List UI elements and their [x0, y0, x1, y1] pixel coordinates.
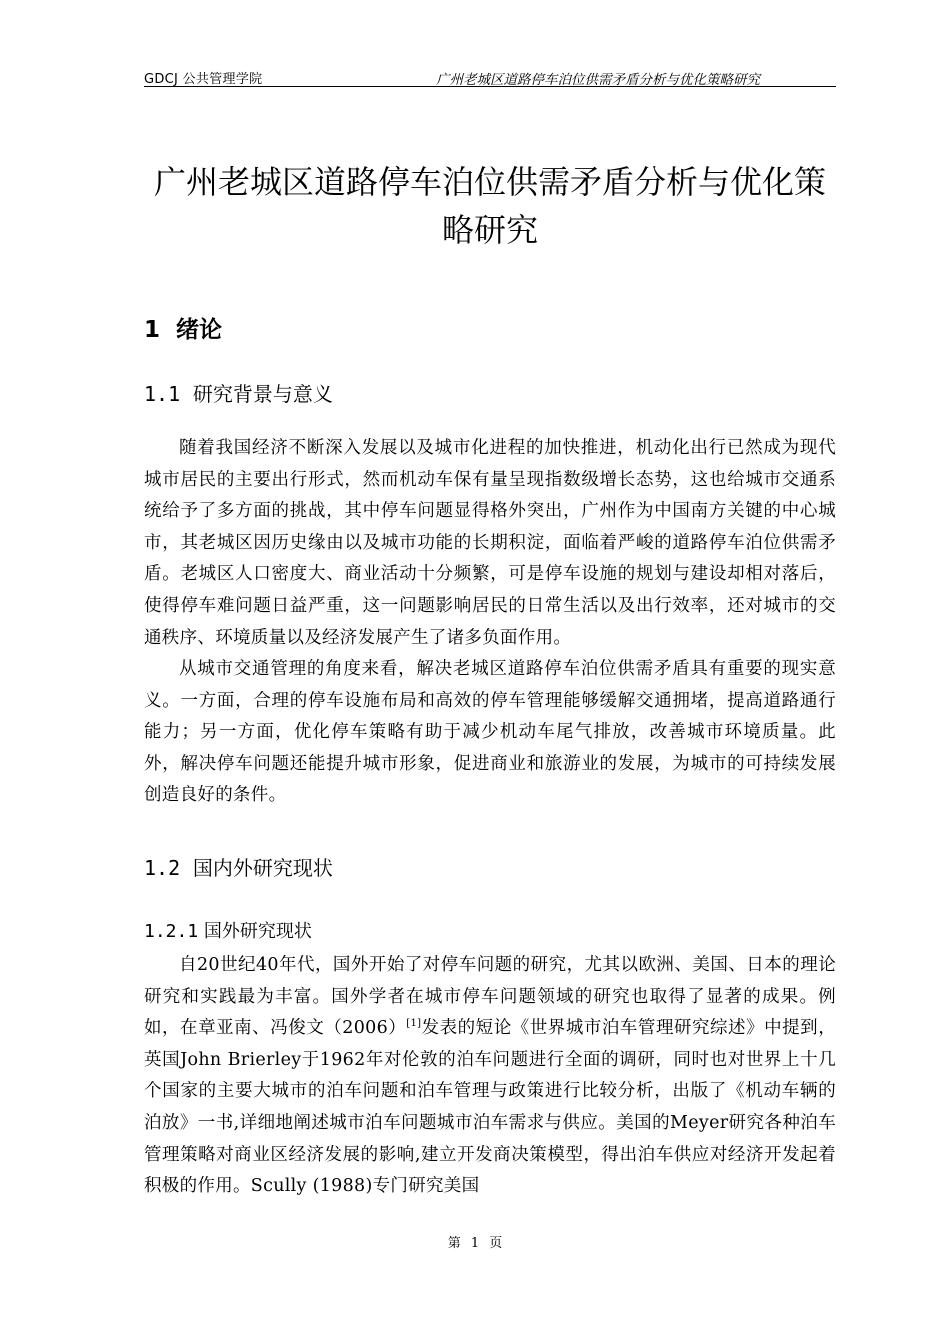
paragraph-foreign-research [144, 950, 836, 1203]
paragraph-significance: 从城市交通管理的角度来看，解决老城区道路停车泊位供需矛盾具有重要的现实意义。一方面，合理的停车设施布局和高效的停车管理能够缓解交通拥堵，提高道路通行能力；另一方面，优化停车策略有助于减少机动车尾气排放，改善城市环境质量。此外，解决停车问题还能提升城市形象，促进商业和旅游业的发展，为城市的可持续发展创造良好的条件。 [144, 659, 836, 806]
section-title: 研究背景与意义 [192, 382, 333, 406]
page-number: 第 1 页 [447, 1236, 503, 1251]
section-number: 1 [144, 317, 161, 343]
section-number: 1.2 [144, 856, 181, 880]
paragraph-text: 自20世纪40年代，国外开始了对停车问题的研究，尤其以欧洲、美国、日本的理论研究和实践最为丰富。国外学者在城市停车问题领域的研究也取得了显著的成果。例如，在章亚南、冯俊文（2006） [144, 955, 836, 1039]
running-header-institution: GDCJ 公共管理学院 [144, 72, 263, 87]
section-heading-1-2-1 [144, 917, 312, 943]
section-title: 绪论 [176, 317, 223, 343]
paragraph-text: 发表的短论《世界城市泊车管理研究综述》中提到，英国John Brierley于1962年对伦敦的泊车问题进行全面的调研，同时也对世界上十几个国家的主要大城市的泊车问题和泊车管理与政策进行比较分析，出版了《机动车辆的泊放》一书,详细地阐述城市泊车问题城市泊车需求与供应。美国的Meyer研究各种泊车管理策略对商业区经济发展的影响,建立开发商决策模型，得出泊车供应对经济开发起着积极的作用。Scully (1988)专门研究美国 [144, 1018, 836, 1197]
citation-marker[interactable]: [1] [406, 1018, 422, 1030]
section-heading-1-1 [144, 378, 333, 407]
paragraph-background: 随着我国经济不断深入发展以及城市化进程的加快推进，机动化出行已然成为现代城市居民的主要出行形式，然而机动车保有量呈现指数级增长态势，这也给城市交通系统给予了多方面的挑战，其中停车问题显得格外突出，广州作为中国南方关键的中心城市，其老城区因历史缘由以及城市功能的长期积淀，面临着严峻的道路停车泊位供需矛盾。老城区人口密度大、商业活动十分频繁，可是停车设施的规划与建设却相对落后，使得停车难问题日益严重，这一问题影响居民的日常生活以及出行效率，还对城市的交通秩序、环境质量以及经济发展产生了诸多负面作用。 [144, 438, 836, 648]
running-header-title: 广州老城区道路停车泊位供需矛盾分析与优化策略研究 [436, 72, 760, 88]
header-divider [144, 86, 836, 87]
paper-title: 广州老城区道路停车泊位供需矛盾分析与优化策略研究 [153, 163, 826, 249]
section-number: 1.2.1 [144, 921, 199, 942]
section-heading-1-2 [144, 852, 333, 881]
section-number: 1.1 [144, 382, 181, 406]
section-title: 国内外研究现状 [192, 856, 333, 880]
section-title: 国外研究现状 [203, 921, 312, 942]
section-heading-1 [144, 311, 222, 344]
